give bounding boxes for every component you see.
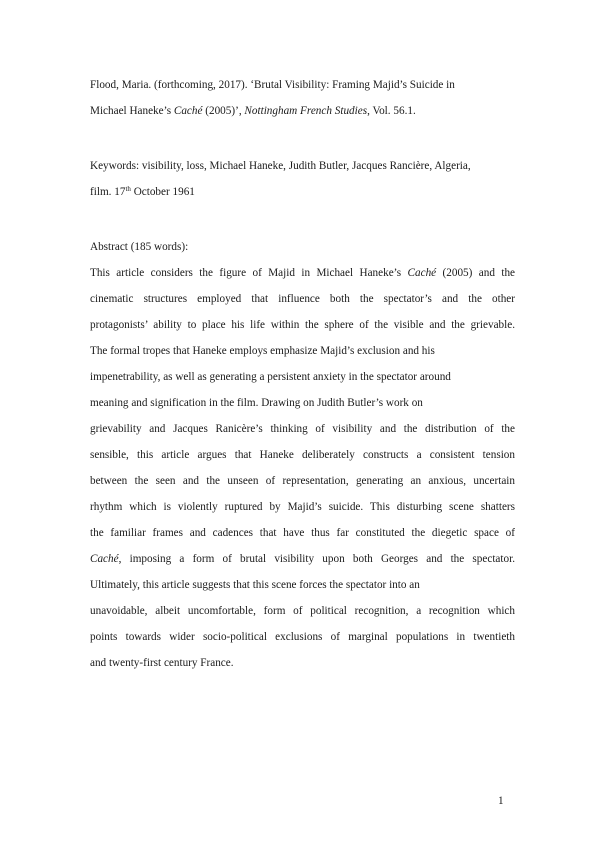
abstract-text: (2005) and the	[436, 267, 515, 279]
journal-title: Nottingham French Studies	[244, 105, 368, 117]
abstract-line: rhythm which is violently ruptured by Majid’s suicide. This disturbing scene shatters	[90, 501, 515, 513]
citation-line-1: Flood, Maria. (forthcoming, 2017). ‘Brutal Visibility: Framing Majid’s Suicide in	[90, 79, 455, 91]
abstract-line: the familiar frames and cadences that have thus far constituted the diegetic space of	[90, 527, 515, 539]
abstract-line: between the seen and the unseen of representation, generating an anxious, uncertain	[90, 475, 515, 487]
abstract-line: protagonists’ ability to place his life within the sphere of the visible and the grievable.	[90, 319, 515, 331]
abstract-line: points towards wider socio-political exclusions of marginal populations in twentieth	[90, 631, 515, 643]
citation-line-2	[90, 98, 515, 124]
keywords-line-2	[90, 179, 515, 205]
abstract-line: sensible, this article argues that Haneke deliberately constructs a consistent tension	[90, 449, 515, 461]
ordinal-superscript: th	[125, 185, 131, 193]
film-title: Caché	[90, 553, 119, 565]
citation-text: , Vol. 56.1.	[367, 105, 416, 117]
abstract-line: The formal tropes that Haneke employs emphasize Majid’s exclusion and his	[90, 345, 435, 357]
abstract-text: , imposing a form of brutal visibility upon both Georges and the spectator.	[118, 553, 515, 565]
citation-text: Michael Haneke’s	[90, 105, 174, 117]
keywords-text: film. 17	[90, 186, 126, 198]
abstract-line: unavoidable, albeit uncomfortable, form of political recognition, a recognition which	[90, 605, 515, 617]
abstract	[90, 234, 515, 676]
abstract-line	[90, 546, 515, 572]
keywords	[90, 153, 515, 205]
abstract-line: and twenty-first century France.	[90, 657, 234, 669]
abstract-line: grievability and Jacques Ranicère’s thinking of visibility and the distribution of the	[90, 423, 515, 435]
abstract-heading: Abstract (185 words):	[90, 241, 189, 253]
keywords-text: October 1961	[130, 186, 195, 198]
citation-text: (2005)’,	[202, 105, 245, 117]
abstract-line: impenetrability, as well as generating a persistent anxiety in the spectator around	[90, 371, 451, 383]
abstract-text: This article considers the figure of Majid in Michael Haneke’s	[90, 267, 408, 279]
abstract-line	[90, 260, 515, 286]
abstract-line: cinematic structures employed that influence both the spectator’s and the other	[90, 293, 515, 305]
page-number: 1	[498, 795, 504, 807]
abstract-line: meaning and signification in the film. Drawing on Judith Butler’s work on	[90, 397, 423, 409]
keywords-line-1: Keywords: visibility, loss, Michael Haneke, Judith Butler, Jacques Rancière, Algeria,	[90, 160, 471, 172]
citation	[90, 72, 515, 124]
abstract-line: Ultimately, this article suggests that this scene forces the spectator into an	[90, 579, 420, 591]
film-title: Caché	[407, 267, 437, 279]
film-title: Caché	[173, 105, 203, 117]
